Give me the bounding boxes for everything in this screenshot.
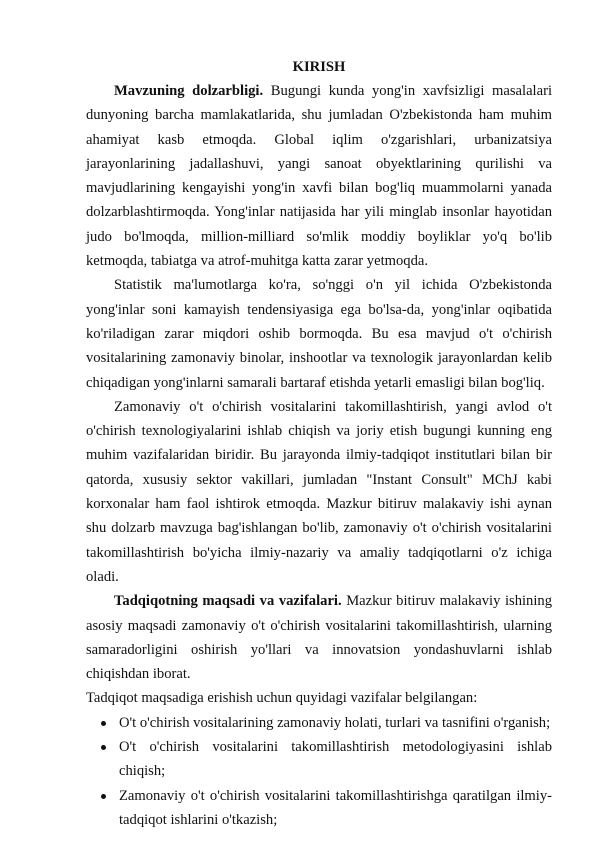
tasks-list xyxy=(86,711,552,832)
goals-heading: Tadqiqotning maqsadi va vazifalari. xyxy=(114,593,342,610)
paragraph-goals xyxy=(86,589,552,686)
paragraph-modernization: Zamonaviy o't o'chirish vositalarini takomillashtirish, yangi avlod o't o'chirish texnologiyalarini ishlab chiqish va joriy etish bugungi kunning eng muhim vazifalaridan biridir. Bu jarayonda ilmiy-tadqiqot institutlari bilan bir qatorda, xususiy sektor vakillari, jumladan "Instant Consult" MChJ kabi korxonalar ham faol ishtirok etmoqda. Mazkur bitiruv malakaviy ishi aynan shu dolzarb mavzuga bag'ishlangan bo'lib, zamonaviy o't o'chirish vositalarini takomillashtirish bo'yicha ilmiy-nazariy va amaliy tadqiqotlarni o'z ichiga oladi. xyxy=(86,398,552,585)
bullet-icon xyxy=(101,721,106,726)
list-item-text: Zamonaviy o't o'chirish vositalarini takomillashtirishga qaratilgan ilmiy-tadqiqot ishlarini o'tkazish; xyxy=(119,787,552,828)
list-item xyxy=(86,711,552,735)
relevance-heading: Mavzuning dolzarbligi. xyxy=(114,83,264,99)
bullet-icon xyxy=(101,745,106,750)
paragraph-relevance xyxy=(86,79,552,273)
paragraph-tasks-intro: Tadqiqot maqsadiga erishish uchun quyidagi vazifalar belgilangan: xyxy=(86,690,478,707)
page-title: KIRISH xyxy=(292,59,346,75)
list-item xyxy=(86,784,552,833)
list-item-text: O't o'chirish vositalarini takomillashtirish metodologiyasini ishlab chiqish; xyxy=(119,739,552,780)
list-item xyxy=(86,735,552,784)
goals-text: Mazkur bitiruv malakaviy ishining asosiy maqsadi zamonaviy o't o'chirish vositalarini takomillashtirish, ularning samaradorligini oshirish yo'llari va innovatsion yondashuvlarni ishlab chiqishdan iborat. xyxy=(86,593,552,683)
list-item-text: O't o'chirish vositalarining zamonaviy holati, turlari va tasnifini o'rganish; xyxy=(119,714,551,731)
relevance-text: Bugungi kunda yong'in xavfsizligi masalalari dunyoning barcha mamlakatlarida, shu jumladan O'zbekistonda ham muhim ahamiyat kasb etmoqda. Global iqlim o'zgarishlari, urbanizatsiya jarayonlarining jadallashuvi, yangi sanoat obyektlarining qurilishi va mavjudlarining kengayishi yong'in xavfi bilan bog'liq muammolarni yanada dolzarblashtirmoqda. Yong'inlar natijasida har yili minglab insonlar hayotidan judo bo'lmoqda, million-milliard so'mlik moddiy boyliklar yo'q bo'lib ketmoqda, tabiatga va atrof-muhitga katta zarar yetmoqda. xyxy=(86,83,553,270)
paragraph-statistics: Statistik ma'lumotlarga ko'ra, so'nggi o'n yil ichida O'zbekistonda yong'inlar soni kamayish tendensiyasiga ega bo'lsa-da, yong'inlar oqibatida ko'riladigan zarar miqdori oshib bormoqda. Bu esa mavjud o't o'chirish vositalarining zamonaviy binolar, inshootlar va texnologik jarayonlardan kelib chiqadigan yong'inlarni samarali bartaraf etishda yetarli emasligi bilan bog'liq. xyxy=(86,277,552,391)
bullet-icon xyxy=(101,794,106,799)
